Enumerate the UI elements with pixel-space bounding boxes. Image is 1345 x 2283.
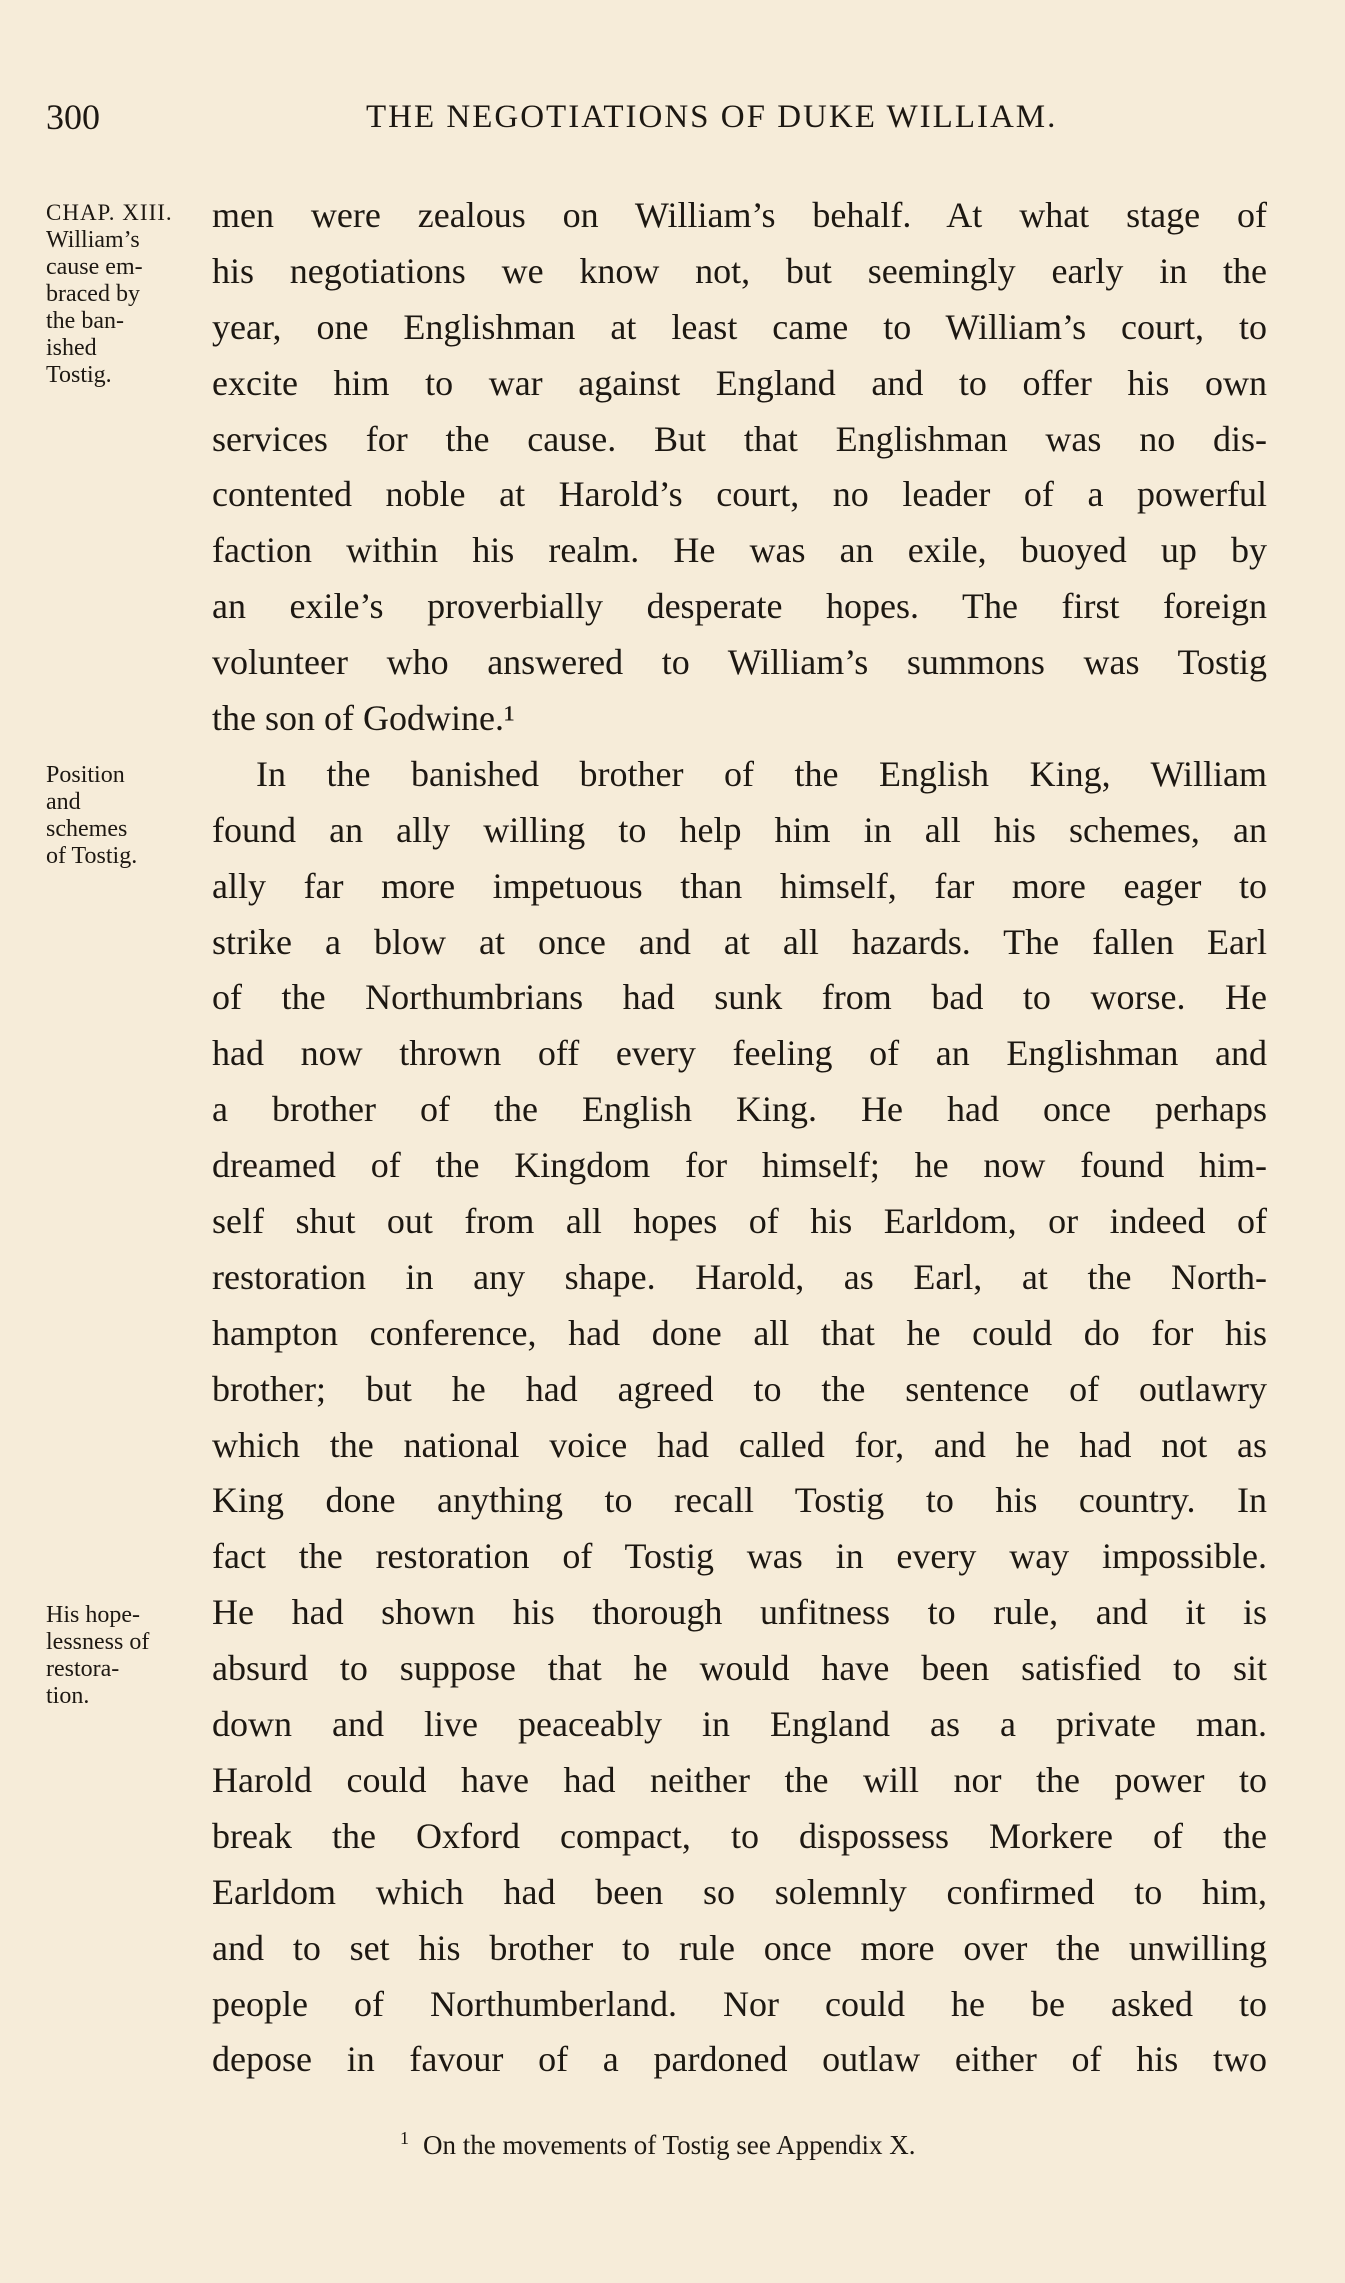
marginal-note-line: of Tostig.: [46, 843, 138, 869]
text-line: dreamed of the Kingdom for himself; he now found him-: [212, 1145, 1267, 1186]
text-line: year, one Englishman at least came to William’s court, to: [212, 306, 1267, 347]
marginal-note-line: cause em-: [46, 254, 143, 280]
text-line: services for the cause. But that Englishman was no dis-: [212, 418, 1267, 459]
text-line: self shut out from all hopes of his Earldom, or indeed of: [212, 1201, 1267, 1242]
marginal-note-line: the ban-: [46, 308, 124, 334]
text-line: hampton conference, had done all that he could do for his: [212, 1312, 1267, 1353]
text-line: people of Northumberland. Nor could he be asked to: [212, 1983, 1267, 2024]
marginal-note-line: Tostig.: [46, 362, 112, 388]
text-line: fact the restoration of Tostig was in every way impossible.: [212, 1536, 1267, 1577]
marginal-note-line: schemes: [46, 816, 128, 842]
text-line: contented noble at Harold’s court, no leader of a powerful: [212, 474, 1267, 515]
text-line: In the banished brother of the English King, William: [256, 753, 1267, 794]
marginal-note-line: tion.: [46, 1683, 90, 1709]
marginal-note-line: ished: [46, 335, 97, 361]
text-line: King done anything to recall Tostig to his country. In: [212, 1480, 1267, 1521]
text-line: which the national voice had called for, and he had not as: [212, 1424, 1267, 1465]
footnote-text: On the movements of Tostig see Appendix X.: [423, 2130, 916, 2160]
marginal-note-line: His hope-: [46, 1602, 140, 1628]
marginal-note-williams-cause: [46, 200, 204, 389]
text-line: He had shown his thorough unfitness to rule, and it is: [212, 1592, 1267, 1633]
marginal-note-hopelessness: [46, 1602, 204, 1710]
text-line: his negotiations we know not, but seemingly early in the: [212, 250, 1267, 291]
marginal-note-position-schemes: [46, 762, 204, 870]
text-line: a brother of the English King. He had once perhaps: [212, 1089, 1267, 1130]
text-line: found an ally willing to help him in all his schemes, an: [212, 809, 1267, 850]
text-line: of the Northumbrians had sunk from bad to worse. He: [212, 977, 1267, 1018]
text-line: an exile’s proverbially desperate hopes. The first foreign: [212, 586, 1267, 627]
text-line: the son of Godwine.¹: [212, 698, 515, 739]
marginal-note-line: William’s: [46, 227, 140, 253]
text-line: down and live peaceably in England as a private man.: [212, 1704, 1267, 1745]
text-line: break the Oxford compact, to dispossess Morkere of the: [212, 1815, 1267, 1856]
text-line: Earldom which had been so solemnly confirmed to him,: [212, 1871, 1267, 1912]
marginal-note-line: Position: [46, 762, 125, 788]
text-line: Harold could have had neither the will nor the power to: [212, 1759, 1267, 1800]
text-line: men were zealous on William’s behalf. At what stage of: [212, 195, 1267, 235]
marginal-note-line: braced by: [46, 281, 140, 307]
text-line: and to set his brother to rule once more over the unwilling: [212, 1927, 1267, 1968]
text-line: absurd to suppose that he would have been satisfied to sit: [212, 1648, 1267, 1689]
chapter-label: CHAP. XIII.: [46, 200, 173, 225]
text-line: strike a blow at once and at all hazards. The fallen Earl: [212, 921, 1267, 962]
page-number: 300: [46, 97, 100, 137]
text-line: ally far more impetuous than himself, far more eager to: [212, 865, 1267, 906]
running-head: THE NEGOTIATIONS OF DUKE WILLIAM.: [366, 99, 1058, 135]
text-line: restoration in any shape. Harold, as Earl, at the North-: [212, 1256, 1267, 1297]
text-line: excite him to war against England and to offer his own: [212, 362, 1267, 403]
marginal-note-line: restora-: [46, 1656, 120, 1682]
footnote: [400, 2120, 916, 2163]
text-line: faction within his realm. He was an exile, buoyed up by: [212, 530, 1267, 571]
text-line: brother; but he had agreed to the sentence of outlawry: [212, 1368, 1267, 1409]
marginal-note-line: lessness of: [46, 1629, 150, 1655]
body-text: [212, 188, 1267, 2088]
text-line: depose in favour of a pardoned outlaw either of his two: [212, 2039, 1267, 2080]
page-header: [46, 92, 1266, 142]
text-line: volunteer who answered to William’s summons was Tostig: [212, 642, 1267, 683]
marginal-note-line: and: [46, 789, 81, 815]
footnote-marker: 1: [400, 2128, 409, 2148]
text-line: had now thrown off every feeling of an Englishman and: [212, 1033, 1267, 1074]
